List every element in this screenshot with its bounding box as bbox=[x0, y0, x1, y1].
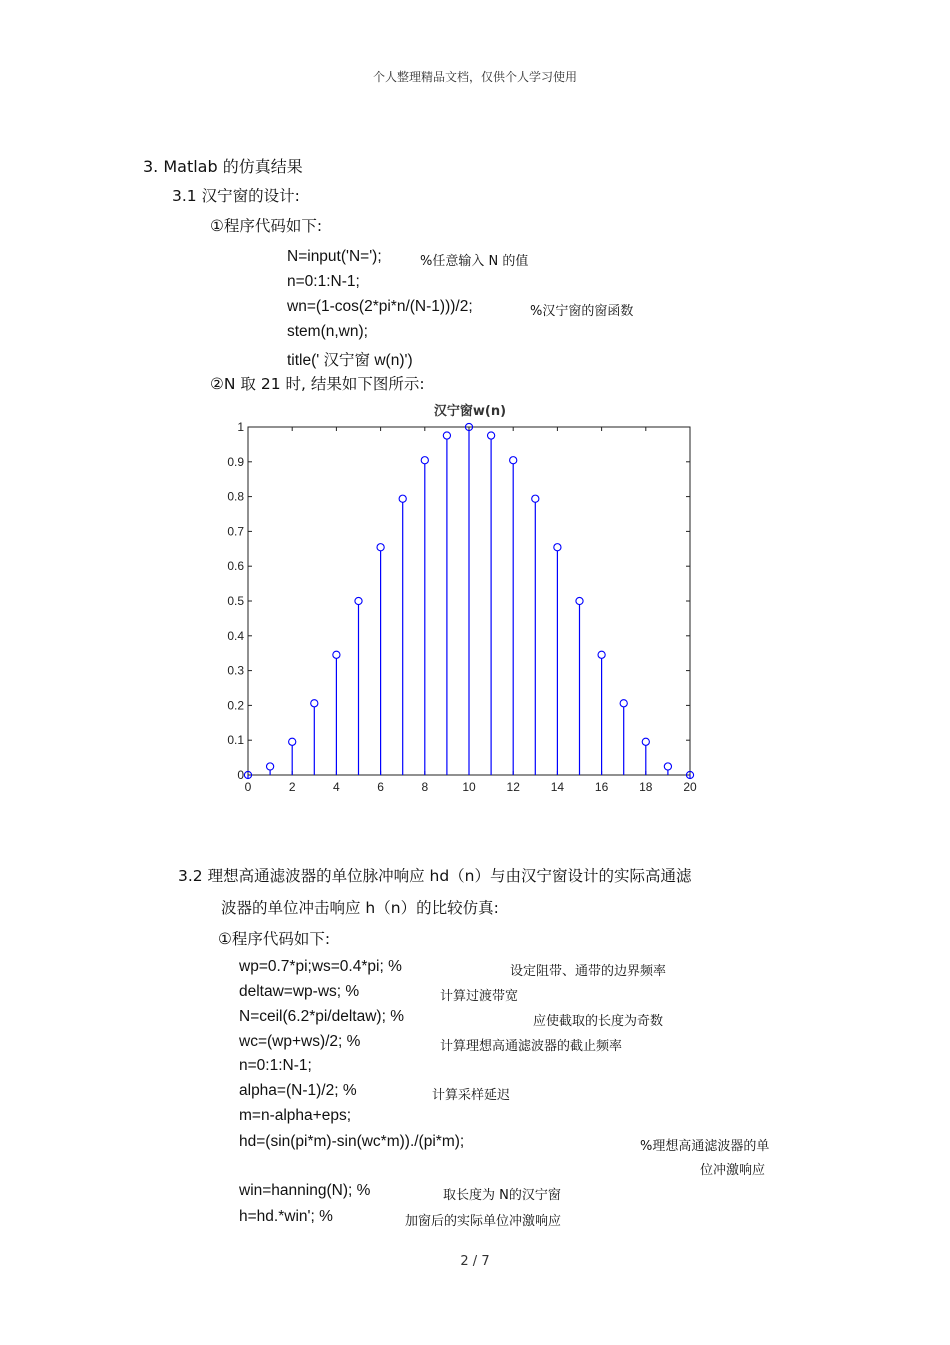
y-tick-label: 0.2 bbox=[227, 698, 244, 713]
code-line: deltaw=wp-ws; % bbox=[239, 983, 360, 1000]
code-line: title(' 汉宁窗 w(n)') bbox=[287, 352, 413, 369]
section-title: 3. Matlab 的仿真结果 bbox=[143, 157, 303, 176]
code-line: stem(n,wn); bbox=[287, 323, 368, 340]
x-tick-label: 14 bbox=[550, 780, 565, 794]
stem-marker bbox=[510, 457, 517, 464]
y-tick-label: 0.1 bbox=[227, 733, 244, 748]
y-tick-label: 0 bbox=[237, 768, 244, 782]
code-comment: %汉宁窗的窗函数 bbox=[530, 304, 634, 319]
code-comment: %任意输入 N 的值 bbox=[420, 254, 529, 269]
subsection-title-3-2-line1: 3.2 理想高通滤波器的单位脉冲响应 hd（n）与由汉宁窗设计的实际高通滤 bbox=[178, 867, 692, 885]
y-tick-label: 0.9 bbox=[227, 454, 244, 469]
x-tick-label: 18 bbox=[639, 780, 653, 794]
code-line: wc=(wp+ws)/2; % bbox=[239, 1033, 361, 1050]
y-tick-label: 1 bbox=[237, 420, 244, 434]
x-tick-label: 6 bbox=[377, 780, 384, 794]
y-tick-label: 0.8 bbox=[227, 489, 244, 504]
page-header: 个人整理精品文档，仅供个人学习使用 bbox=[372, 70, 577, 84]
code-line: wn=(1-cos(2*pi*n/(N-1)))/2; bbox=[287, 298, 473, 315]
code-comment: 取长度为 N的汉宁窗 bbox=[443, 1188, 561, 1203]
stem-marker bbox=[311, 700, 318, 707]
stem-marker bbox=[664, 763, 671, 770]
code-comment: 加窗后的实际单位冲激响应 bbox=[405, 1214, 562, 1229]
code-line: N=ceil(6.2*pi/deltaw); % bbox=[239, 1008, 404, 1025]
subsection-title-3-2-line2: 波器的单位冲击响应 h（n）的比较仿真: bbox=[221, 899, 499, 917]
y-tick-label: 0.3 bbox=[227, 663, 244, 678]
code-comment: 计算理想高通滤波器的截止频率 bbox=[440, 1039, 623, 1054]
result-caption: ②N 取 21 时, 结果如下图所示: bbox=[210, 375, 425, 393]
code-line: N=input('N='); bbox=[287, 248, 382, 265]
y-tick-label: 0.4 bbox=[227, 628, 244, 643]
x-tick-label: 2 bbox=[288, 780, 296, 794]
code-intro-3-2: ①程序代码如下: bbox=[218, 930, 331, 948]
y-tick-label: 0.6 bbox=[227, 559, 244, 574]
x-tick-label: 8 bbox=[421, 780, 429, 794]
stem-marker bbox=[267, 763, 274, 770]
stem-marker bbox=[333, 651, 340, 658]
code-line: m=n-alpha+eps; bbox=[239, 1107, 352, 1124]
stem-marker bbox=[289, 738, 296, 745]
x-tick-label: 20 bbox=[683, 780, 697, 794]
code-line: hd=(sin(pi*m)-sin(wc*m))./(pi*m); bbox=[239, 1133, 465, 1150]
x-tick-label: 0 bbox=[244, 780, 252, 794]
code-line: wp=0.7*pi;ws=0.4*pi; % bbox=[239, 958, 402, 975]
code-comment: 计算采样延迟 bbox=[432, 1088, 511, 1103]
stem-marker bbox=[355, 597, 362, 604]
code-comment: 应使截取的长度为奇数 bbox=[533, 1014, 664, 1029]
stem-marker bbox=[642, 738, 649, 745]
stem-marker bbox=[421, 457, 428, 464]
x-tick-label: 16 bbox=[594, 780, 609, 794]
stem-marker bbox=[399, 495, 406, 502]
hanning-window-chart bbox=[222, 398, 702, 798]
y-tick-label: 0.7 bbox=[227, 524, 244, 539]
stem-marker bbox=[532, 495, 539, 502]
stem-marker bbox=[554, 544, 561, 551]
stem-marker bbox=[488, 432, 495, 439]
x-tick-label: 12 bbox=[506, 780, 520, 794]
code-comment: 位冲激响应 bbox=[700, 1163, 766, 1178]
code-comment: 计算过渡带宽 bbox=[440, 989, 519, 1004]
x-tick-label: 10 bbox=[462, 780, 476, 794]
y-tick-label: 0.5 bbox=[227, 594, 244, 608]
code-line: n=0:1:N-1; bbox=[239, 1057, 312, 1074]
stem-marker bbox=[620, 700, 627, 707]
stem-marker bbox=[576, 597, 583, 604]
code-line: win=hanning(N); % bbox=[239, 1182, 371, 1199]
code-comment: %理想高通滤波器的单 bbox=[640, 1139, 770, 1154]
code-line: n=0:1:N-1; bbox=[287, 273, 360, 290]
stem-marker bbox=[377, 544, 384, 551]
x-tick-label: 4 bbox=[333, 780, 340, 794]
subsection-title-3-1: 3.1 汉宁窗的设计: bbox=[172, 187, 300, 205]
chart-title: 汉宁窗w(n) bbox=[433, 404, 507, 419]
stem-marker bbox=[443, 432, 450, 439]
code-comment: 设定阻带、通带的边界频率 bbox=[510, 964, 667, 979]
stem-marker bbox=[598, 651, 605, 658]
code-line: alpha=(N-1)/2; % bbox=[239, 1082, 357, 1099]
code-line: h=hd.*win'; % bbox=[239, 1208, 333, 1225]
code-intro-3-1: ①程序代码如下: bbox=[210, 217, 323, 235]
page-number: 2 / 7 bbox=[460, 1254, 490, 1269]
